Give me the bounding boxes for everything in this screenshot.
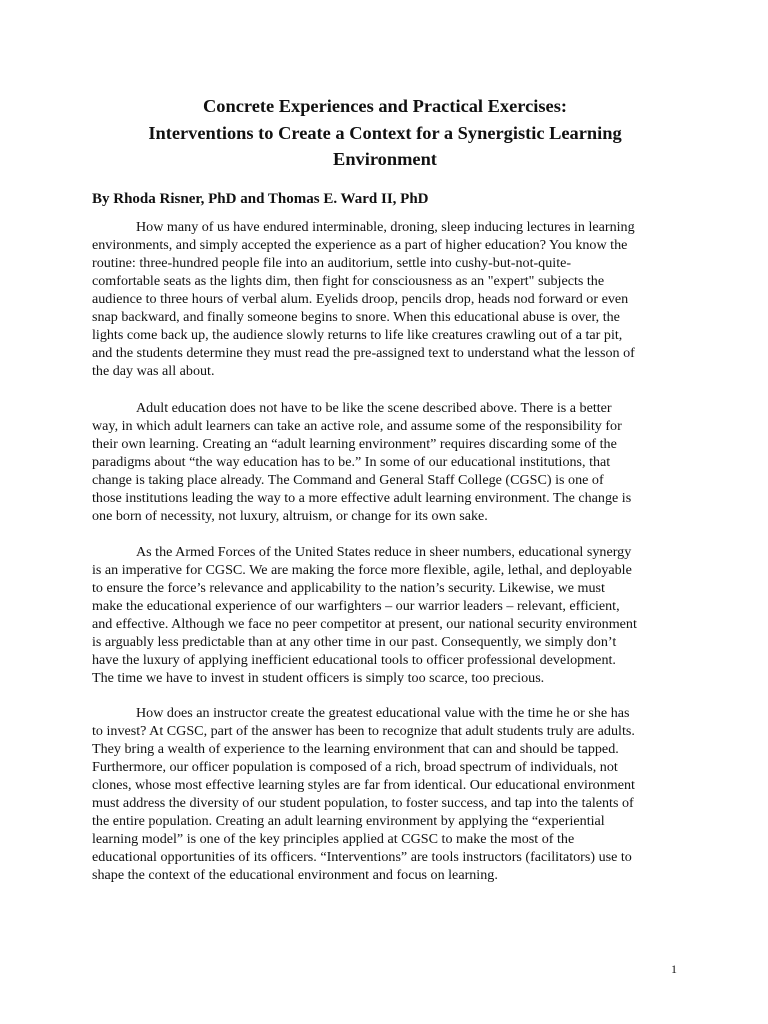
text-line: change is taking place already. The Command and General Staff College (CGSC) is one of: [92, 472, 604, 488]
paragraph-1: [92, 218, 682, 380]
page-number: 1: [671, 962, 677, 976]
paragraph-2: [92, 399, 682, 525]
text-line: make the educational experience of our warfighters – our warrior leaders – relevant, efficient,: [92, 598, 620, 614]
text-line: have the luxury of applying inefficient educational tools to officer professional development.: [92, 652, 616, 668]
text-line: snap backward, and finally someone begins to snore. When this educational abuse is over, the: [92, 309, 620, 325]
text-line: learning model” is one of the key principles applied at CGSC to make the most of the: [92, 831, 575, 847]
text-line: paradigms about “the way education has to be.” In some of our educational institutions, that: [92, 454, 611, 470]
text-line: audience to three hours of verbal alum. Eyelids droop, pencils drop, heads nod forward or even: [92, 291, 629, 307]
text-line: is arguably less predictable than at any other time in our past. Consequently, we simply don’t: [92, 634, 617, 650]
text-line: their own learning. Creating an “adult learning environment” requires discarding some of the: [92, 436, 617, 452]
text-line: routine: three-hundred people file into an auditorium, settle into cushy-but-not-quite-: [92, 255, 572, 271]
text-line: those institutions leading the way to a more effective adult learning environment. The change is: [92, 490, 632, 506]
text-line: one born of necessity, not luxury, altruism, or change for its own sake.: [92, 508, 488, 524]
text-line: shape the context of the educational environment and focus on learning.: [92, 867, 498, 883]
paragraph-3: [92, 543, 682, 687]
text-line: the entire population. Creating an adult learning environment by applying the “experiential: [92, 813, 605, 829]
text-line: clones, whose most effective learning styles are far from identical. Our educational environment: [92, 777, 635, 793]
text-line: How many of us have endured interminable, droning, sleep inducing lectures in learning: [136, 219, 635, 235]
paragraph-4: [92, 704, 682, 884]
text-line: Furthermore, our officer population is composed of a rich, broad spectrum of individuals, not: [92, 759, 618, 775]
text-line: and effective. Although we face no peer competitor at present, our national security environment: [92, 616, 637, 632]
text-line: is an imperative for CGSC. We are making the force more flexible, agile, lethal, and deployable: [92, 562, 632, 578]
text-line: way, in which adult learners can take an active role, and assume some of the responsibility for: [92, 418, 622, 434]
text-line: lights come back up, the audience slowly returns to life like creatures crawling out of a tar pit,: [92, 327, 623, 343]
text-line: to invest? At CGSC, part of the answer has been to recognize that adult students truly are adults.: [92, 723, 635, 739]
text-line: comfortable seats as the lights dim, then fight for consciousness as an "expert" subjects the: [92, 273, 605, 289]
text-line: They bring a wealth of experience to the learning environment that can and should be tapped.: [92, 741, 619, 757]
author-byline: By Rhoda Risner, PhD and Thomas E. Ward II, PhD: [92, 191, 429, 207]
text-line: Adult education does not have to be like the scene described above. There is a better: [136, 400, 612, 416]
text-line: educational opportunities of its officers. “Interventions” are tools instructors (facilitators) use to: [92, 849, 632, 865]
text-line: How does an instructor create the greatest educational value with the time he or she has: [136, 705, 630, 721]
text-line: As the Armed Forces of the United States reduce in sheer numbers, educational synergy: [136, 544, 632, 560]
text-line: the day was all about.: [92, 363, 215, 379]
text-line: and the students determine they must read the pre-assigned text to understand what the lesson of: [92, 345, 635, 361]
text-line: The time we have to invest in student officers is simply too scarce, too precious.: [92, 670, 545, 686]
title-line: Interventions to Create a Context for a Synergistic Learning: [148, 122, 622, 143]
text-line: to ensure the force’s relevance and applicability to the nation’s security. Likewise, we must: [92, 580, 605, 596]
text-line: environments, and simply accepted the experience as a part of higher education? You know the: [92, 237, 628, 253]
document-title: [90, 93, 680, 173]
title-line: Environment: [333, 149, 437, 169]
text-line: must address the diversity of our student population, to foster success, and tap into the talents of: [92, 795, 634, 811]
title-line: Concrete Experiences and Practical Exercises:: [203, 96, 567, 116]
